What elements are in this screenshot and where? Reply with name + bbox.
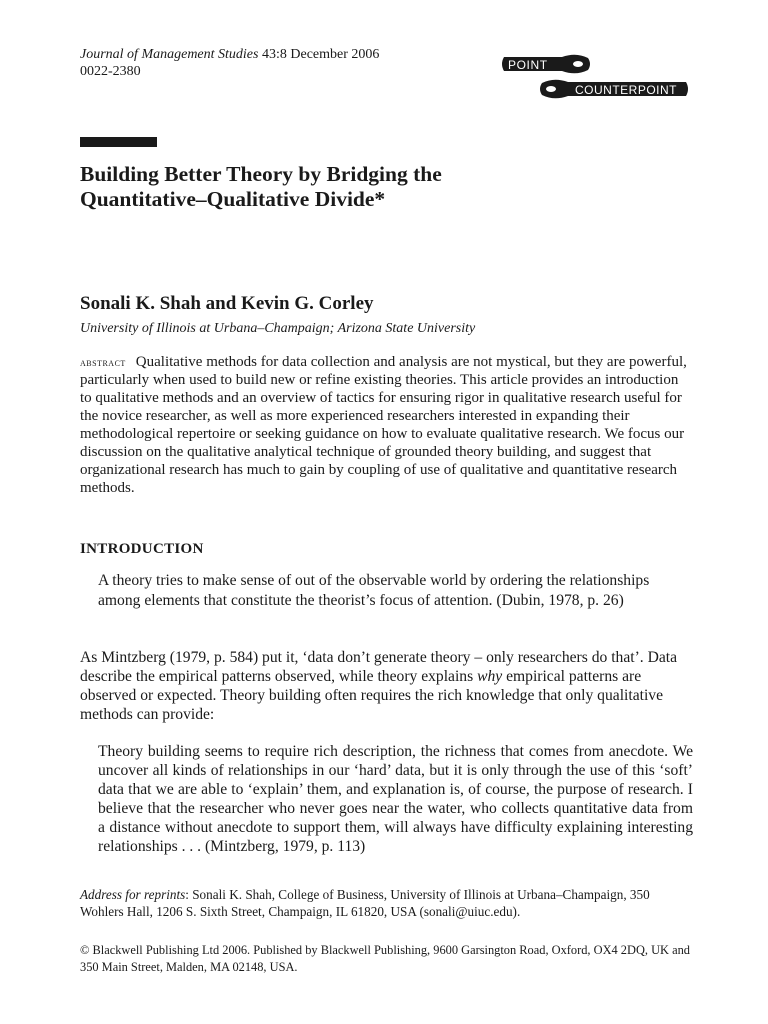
intro-paragraph-part-2: empirical patterns are observed or expected. Theory building often requires the rich knowledge that only qualitative methods can provide: (80, 668, 663, 723)
title-line-2: Quantitative–Qualitative Divide* (80, 187, 386, 211)
point-counterpoint-badge (498, 53, 692, 103)
journal-citation (80, 46, 379, 63)
reprint-address-text: : Sonali K. Shah, College of Business, University of Illinois at Urbana–Champaign, 350 Wohlers Hall, 1206 S. Sixth Street, Champaign, IL 61820, USA (sonali@uiuc.edu). (80, 887, 650, 919)
journal-header (80, 46, 379, 80)
intro-paragraph-part-1: As Mintzberg (1979, p. 584) put it, ‘data don’t generate theory – only researchers do that’. Data describe the empirical patterns observed, while theory explains (80, 649, 678, 685)
abstract-label: abstract (80, 355, 126, 369)
journal-issue: 43:8 December 2006 (258, 47, 380, 62)
title-rule (80, 137, 157, 147)
journal-name: Journal of Management Studies (80, 47, 259, 62)
block-quote: Theory building seems to require rich description, the richness that comes from anecdote. We uncover all kinds of relationships in our ‘hard’ data, but it is only through the use of this ‘soft’ data that we are able to ‘explain’ them, and explanation is, of course, the purpose of research. I believe that the researcher who never goes near the water, who collects quantitative data from a distance without anecdote to support them, will always have difficulty explaining interesting relationships . . . (Mintzberg, 1979, p. 113) (98, 743, 693, 855)
author-affiliation: University of Illinois at Urbana–Champaign; Arizona State University (80, 321, 476, 336)
copyright-notice: © Blackwell Publishing Ltd 2006. Published by Blackwell Publishing, 9600 Garsington Road, Oxford, OX4 2DQ, UK and 350 Main Street, Malden, MA 02148, USA. (80, 943, 690, 974)
intro-paragraph-emphasis: why (477, 668, 503, 685)
epigraph-quote: A theory tries to make sense of out of the observable world by ordering the relationships among elements that constitute the theorist’s focus of attention. (Dubin, 1978, p. 26) (98, 572, 650, 609)
reprint-address (80, 886, 693, 920)
article-authors: Sonali K. Shah and Kevin G. Corley (80, 293, 374, 314)
point-label: POINT (508, 58, 548, 72)
reprint-address-label: Address for reprints (80, 887, 186, 902)
title-line-1: Building Better Theory by Bridging the (80, 162, 442, 186)
section-heading-introduction: INTRODUCTION (80, 541, 204, 557)
abstract (80, 353, 693, 497)
intro-paragraph (80, 648, 693, 724)
counterpoint-label: COUNTERPOINT (575, 83, 677, 97)
abstract-text: Qualitative methods for data collection and analysis are not mystical, but they are powerful, particularly when used to build new or refine existing theories. This article provides an introduction to qualitative methods and an overview of tactics for ensuring rigor in qualitative research useful for the novice researcher, as well as more experienced researchers interested in expanding their methodological repertoire or seeking guidance on how to evaluate qualitative research. We focus our discussion on the qualitative analytical technique of grounded theory building, and suggest that organizational research has much to gain by coupling of use of qualitative and quantitative research methods. (80, 354, 687, 496)
journal-issn: 0022-2380 (80, 64, 141, 79)
article-title (80, 162, 640, 212)
